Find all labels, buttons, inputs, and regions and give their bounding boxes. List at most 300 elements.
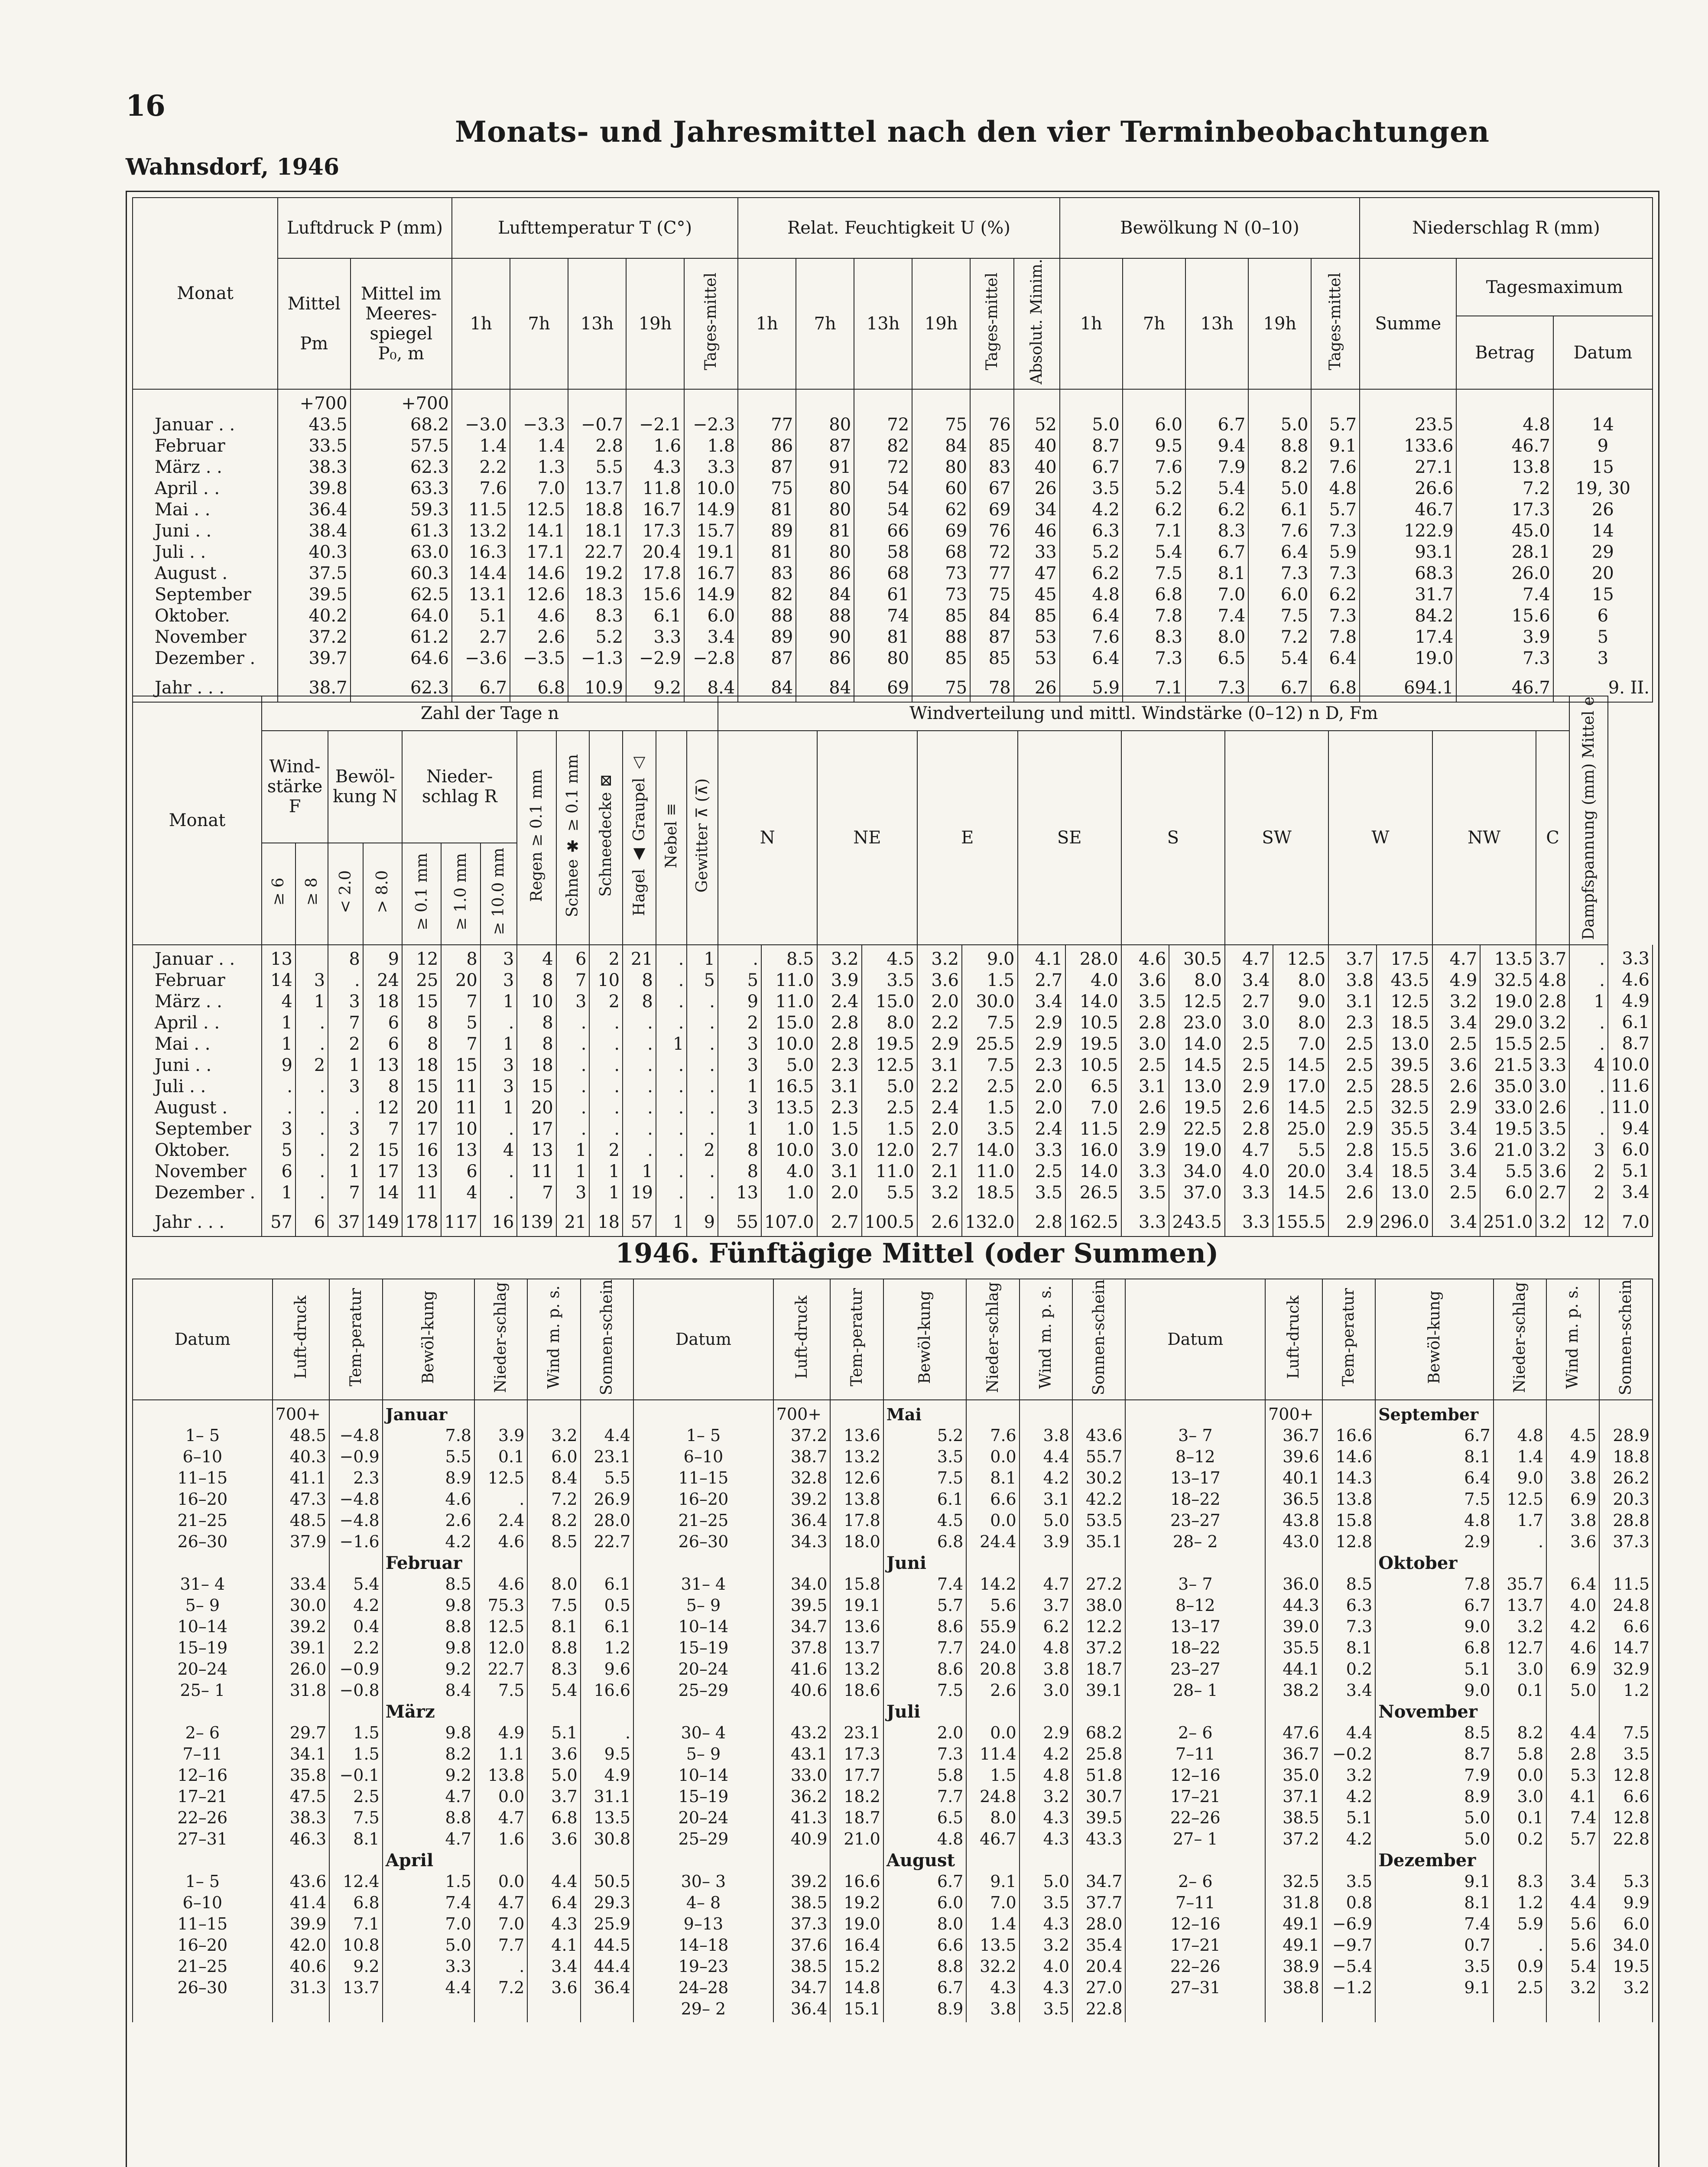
col-t7-value <box>513 393 565 414</box>
jahr-rs-value: 694.1 <box>1403 677 1454 698</box>
col-umin-value: 33 <box>1034 542 1057 562</box>
t3-cell: 1.2 <box>1623 1680 1650 1700</box>
spacer <box>1128 1701 1262 1722</box>
col-u1-value: 83 <box>771 563 793 583</box>
t3-cell: 0.0 <box>990 1447 1016 1466</box>
spacer <box>584 1552 630 1574</box>
t3-cell: 17.8 <box>844 1510 880 1530</box>
t2-col-3 <box>363 945 402 1206</box>
t2-col-19-value: 3.4 <box>1035 991 1063 1012</box>
t3-cell: 39.2 <box>790 1871 828 1891</box>
hdr-h_nied-0 <box>474 1279 527 1400</box>
t3-cell: 30.8 <box>594 1829 631 1848</box>
col-t1-value: −3.6 <box>464 648 507 668</box>
t3-cell: 5– 9 <box>185 1595 220 1615</box>
t3-cell: 4.1 <box>1570 1786 1597 1806</box>
spacer <box>636 1701 770 1722</box>
t3-cell: 30– 4 <box>681 1723 726 1742</box>
t2-col-15-value: 3.2 <box>831 949 859 969</box>
t2-col-2-value: 7 <box>349 1012 360 1033</box>
t2-jahr-16 <box>862 1206 918 1236</box>
t2-col-25-value: 2.9 <box>1346 1119 1374 1139</box>
col-tm-value: 3.4 <box>707 627 735 647</box>
col-n19-value: 5.0 <box>1280 478 1309 498</box>
col-rd-value: 26 <box>1591 499 1614 520</box>
t2-col-31-value: 5.1 <box>1622 1161 1650 1181</box>
t2-col-30-value: . <box>1599 949 1605 969</box>
t3-cell: 7.2 <box>498 1978 525 1997</box>
t3-cell: 7–11 <box>1175 1744 1215 1764</box>
t3-cell: 23.1 <box>594 1447 631 1466</box>
t2-col-10-value: . <box>647 1097 653 1118</box>
t3-cell: . <box>519 1489 525 1509</box>
hdr-h_bew-1 <box>883 1279 967 1400</box>
t2-col-23-value: 3.4 <box>1242 970 1270 990</box>
t2-col-12-value: 2 <box>704 1140 715 1160</box>
t3-cell: 22.7 <box>487 1659 525 1679</box>
t2-col-28-value: 15.5 <box>1494 1034 1533 1054</box>
t3-g0-col-2 <box>329 1400 382 2022</box>
t3-cell: 43.1 <box>790 1744 828 1764</box>
t2-jahr-7 <box>517 1206 556 1236</box>
t3-cell: 3.8 <box>1043 1425 1070 1445</box>
t2-col-14-value: 5.0 <box>786 1055 814 1075</box>
t3-cell: 75.3 <box>487 1595 525 1615</box>
t3-cell: 4.6 <box>445 1489 471 1509</box>
hdr-h_sonne-label: Sonnen-schein <box>598 1279 616 1396</box>
t3-cell: 5.0 <box>551 1765 578 1785</box>
spacer <box>332 1552 379 1574</box>
col-umin-value: 40 <box>1034 457 1057 477</box>
t2-col-18-value: 3.5 <box>987 1119 1015 1139</box>
t2-col-13-value: 3 <box>747 1055 759 1075</box>
t3-cell: 13.7 <box>844 1638 880 1657</box>
t3-cell: 3.6 <box>1570 1532 1597 1551</box>
t3-cell: 30.0 <box>289 1595 327 1615</box>
t3-cell: 13–17 <box>1170 1468 1221 1487</box>
hdr-h_sonne-0 <box>581 1279 633 1400</box>
t3-cell: 2.6 <box>990 1680 1016 1700</box>
t2-col-21-value: 2.9 <box>1138 1119 1166 1139</box>
t3-cell: 3.6 <box>551 1744 578 1764</box>
t3-cell: 8.2 <box>551 1510 578 1530</box>
hdr-h_wind-label: Wind m. p. s. <box>1037 1285 1055 1389</box>
t3-cell: 29– 2 <box>681 1999 726 2018</box>
t3-cell: 3.0 <box>1517 1659 1544 1679</box>
col-um-value: 83 <box>988 457 1011 477</box>
t2-col-2-value: 1 <box>349 1055 360 1075</box>
t3-cell: 38.5 <box>1283 1808 1319 1827</box>
hdr-h_luftdruck-label: Luft-druck <box>1285 1295 1303 1379</box>
t3-cell: −4.8 <box>339 1425 380 1445</box>
t2-col-29-value: 2.7 <box>1539 1182 1567 1203</box>
col-rd-value: 20 <box>1591 563 1614 583</box>
col-u7-value: 80 <box>829 414 851 435</box>
t3-cell: 7.5 <box>551 1595 578 1615</box>
hdr-hagel: Hagel ▲ Graupel △ <box>623 731 656 945</box>
spacer <box>1075 1850 1122 1871</box>
month-label-value: Januar . . <box>155 414 235 435</box>
t3-cell: 36.0 <box>1283 1574 1319 1594</box>
t3-g2-col-1 <box>1265 1400 1322 2022</box>
col-t19-value: 16.7 <box>643 499 682 520</box>
t2-col-4-value: 8 <box>427 1012 438 1033</box>
t2-col-3-value: 24 <box>377 970 399 990</box>
t3-cell: 21–25 <box>177 1956 228 1976</box>
t3-cell: 3.5 <box>937 1447 964 1466</box>
t3-cell: 4.3 <box>1043 1914 1070 1933</box>
t3-cell: 7.8 <box>1464 1574 1490 1594</box>
t3-cell: 35.4 <box>1085 1935 1123 1955</box>
t3-g2-col-2 <box>1322 1400 1375 2022</box>
t3-cell: 13.8 <box>844 1489 880 1509</box>
col-tm-value: 19.1 <box>696 542 735 562</box>
t2-col-15-value: 3.1 <box>831 1161 859 1181</box>
t2-col-11-value: . <box>678 1119 684 1139</box>
t2-jahr-6-value: 16 <box>492 1212 514 1232</box>
t3-cell: 28.0 <box>1085 1914 1123 1933</box>
t3-cell: 34.0 <box>790 1574 828 1594</box>
t3-cell: 9.5 <box>604 1744 631 1764</box>
t2-jahr-27-value: 3.4 <box>1449 1212 1477 1232</box>
t2-jahr-17 <box>917 1206 962 1236</box>
t3-cell: 18.0 <box>844 1532 880 1551</box>
col-n13-value: 7.4 <box>1218 605 1246 626</box>
t2-col-23-value: 2.5 <box>1242 1055 1270 1075</box>
t3-cell: 20.8 <box>980 1659 1016 1679</box>
t2-col-30-value: 2 <box>1594 1182 1605 1203</box>
t3-cell: 6.1 <box>604 1574 631 1594</box>
t2-col-18-value: 14.0 <box>976 1140 1015 1160</box>
t3-cell: 44.5 <box>594 1935 631 1955</box>
t3-cell: 15.1 <box>844 1999 880 2018</box>
t2-col-29-value: 2.6 <box>1539 1097 1567 1118</box>
col-u1-value: 89 <box>771 627 793 647</box>
t3-cell: 6.3 <box>1346 1595 1373 1615</box>
t3-cell: 3.8 <box>990 1999 1016 2018</box>
t3-cell: 12–16 <box>177 1765 228 1785</box>
jahr-um-value: 78 <box>988 677 1011 698</box>
t3-cell: 27.2 <box>1085 1574 1123 1594</box>
col-pm-value: 37.5 <box>308 563 347 583</box>
month-label-2-value: Januar . . <box>155 949 235 969</box>
col-u1-value <box>741 393 793 414</box>
t3-cell: 4– 8 <box>686 1893 721 1912</box>
col-p0-value: 68.2 <box>410 414 449 435</box>
t2-col-19-value: 2.9 <box>1035 1034 1063 1054</box>
t3-cell: 21–25 <box>678 1510 729 1530</box>
col-rs-value: 17.4 <box>1415 627 1454 647</box>
t2-col-6-value: 3 <box>503 949 514 969</box>
col-pm-value: 40.2 <box>308 605 347 626</box>
spacer <box>1602 1552 1650 1574</box>
hdr-datum: Datum <box>1553 316 1653 389</box>
col-u19-value: 85 <box>945 648 968 668</box>
t3-cell: −1.6 <box>339 1532 380 1551</box>
offset-label: 700+ <box>1268 1404 1314 1424</box>
t3-cell: 33.4 <box>289 1574 327 1594</box>
spacer <box>530 1404 577 1425</box>
col-u7-value: 86 <box>829 648 851 668</box>
col-tm-value: 14.9 <box>696 584 735 605</box>
t3-cell: 32.2 <box>980 1956 1016 1976</box>
t2-jahr-25-value: 2.9 <box>1346 1212 1374 1232</box>
t3-cell: 4.3 <box>1043 1978 1070 1997</box>
col-nm-value: 7.6 <box>1329 457 1357 477</box>
t2-col-7-value: 8 <box>542 970 553 990</box>
col-n19-value: 5.0 <box>1280 414 1309 435</box>
t2-col-14-value: 15.0 <box>775 1012 814 1033</box>
col-t19-value: 1.6 <box>653 436 682 456</box>
t2-col-23-value: 2.9 <box>1242 1076 1270 1097</box>
t2-col-21-value: 2.6 <box>1138 1097 1166 1118</box>
t3-cell: −0.9 <box>339 1447 380 1466</box>
t3-cell: 1.5 <box>990 1765 1016 1785</box>
hdr-h_luftdruck-label: Luft-druck <box>792 1295 811 1379</box>
col-rd-value: 3 <box>1597 648 1609 668</box>
col-rs-value: 133.6 <box>1403 436 1454 456</box>
spacer <box>477 1850 524 1871</box>
t2-col-19-value: 3.3 <box>1035 1140 1063 1160</box>
t2-col-5-value: 8 <box>466 949 477 969</box>
col-u13-value: 61 <box>887 584 909 605</box>
t2-col-27-value: 4.7 <box>1449 949 1477 969</box>
t2-col-16 <box>862 945 918 1206</box>
t2-col-0-value: 3 <box>281 1119 292 1139</box>
t3-cell: 46.7 <box>980 1829 1016 1848</box>
t3-cell: 22.7 <box>594 1532 631 1551</box>
t2-col-1-value: . <box>319 1076 325 1097</box>
t2-col-18-value: 1.5 <box>987 970 1015 990</box>
t2-col-16-value: 12.0 <box>876 1140 915 1160</box>
hdr-h_temp-1 <box>830 1279 883 1400</box>
t3-cell: 26.0 <box>289 1659 327 1679</box>
spacer <box>530 1552 577 1574</box>
t3-cell: 17–21 <box>1170 1935 1221 1955</box>
t2-col-28-value: 19.0 <box>1494 991 1533 1012</box>
t2-col-31-value: 9.4 <box>1622 1118 1650 1139</box>
t2-jahr-29 <box>1536 1206 1570 1236</box>
col-p0 <box>351 389 452 672</box>
t3-cell: 6.4 <box>1570 1574 1597 1594</box>
t3-cell: 26–30 <box>177 1978 228 1997</box>
t2-col-20-value: 10.5 <box>1079 1055 1118 1075</box>
t3-cell: 9.1 <box>1464 1871 1490 1891</box>
t2-col-28-value: 32.5 <box>1494 970 1533 990</box>
t3-cell: 19.2 <box>844 1893 880 1912</box>
t3-cell: 37.9 <box>289 1532 327 1551</box>
t3-cell: 9.1 <box>990 1871 1016 1891</box>
col-p0-value: 60.3 <box>410 563 449 583</box>
col-t13-value: 18.3 <box>584 584 623 605</box>
t2-col-30-value: . <box>1599 1034 1605 1054</box>
t3-cell: 0.8 <box>1346 1893 1373 1912</box>
t2-col-15-value: 3.9 <box>831 970 859 990</box>
spacer <box>1325 1850 1372 1871</box>
t3-cell: 0.1 <box>498 1447 525 1466</box>
t2-col-0-value: 4 <box>281 991 292 1012</box>
t2-col-17-value: 3.2 <box>931 1182 959 1203</box>
hdr-h_bew-2 <box>1375 1279 1493 1400</box>
t3-cell: 16–20 <box>678 1489 729 1509</box>
t3-cell: 51.8 <box>1085 1765 1123 1785</box>
hdr-niederschlag: Niederschlag R (mm) <box>1360 198 1653 258</box>
col-t7-value: 7.0 <box>537 478 565 498</box>
hdr-dir-se: SE <box>1018 731 1121 945</box>
col-n7 <box>1123 389 1185 672</box>
t3-cell: 6.5 <box>937 1808 964 1827</box>
month-section-label: Oktober <box>1378 1552 1458 1573</box>
t2-col-22-value: 12.5 <box>1183 991 1222 1012</box>
t3-cell: 3.2 <box>1517 1617 1544 1636</box>
t2-col-26-value: 13.0 <box>1390 1182 1429 1203</box>
t2-col-15-value: 2.8 <box>831 1034 859 1054</box>
col-nm-value: 6.2 <box>1329 584 1357 605</box>
t3-cell: 16–20 <box>177 1489 228 1509</box>
month-label-value: September <box>155 584 251 605</box>
t2-col-13 <box>718 945 761 1206</box>
t3-cell: 8.6 <box>937 1617 964 1636</box>
t3-cell: 0.1 <box>1517 1808 1544 1827</box>
t2-col-26-value: 18.5 <box>1390 1012 1429 1033</box>
t3-cell: 48.5 <box>289 1425 327 1445</box>
t2-col-9-value: . <box>614 1097 620 1118</box>
t3-cell: 15–19 <box>177 1638 228 1657</box>
t2-jahr-20 <box>1065 1206 1121 1236</box>
t3-cell: 3.5 <box>1464 1956 1490 1976</box>
t3-cell: 3.0 <box>1043 1680 1070 1700</box>
t2-col-21-value: 3.5 <box>1138 1182 1166 1203</box>
t2-col-16-value: 1.5 <box>886 1119 915 1139</box>
t2-col-16-value: 2.5 <box>886 1097 915 1118</box>
t3-cell: 9–13 <box>683 1914 724 1933</box>
t3-cell: 13.2 <box>844 1659 880 1679</box>
jahr-u7-value: 84 <box>829 677 851 698</box>
t2-col-15-value: 2.8 <box>831 1012 859 1033</box>
spacer <box>1268 1701 1319 1722</box>
month-label-value: August . <box>155 563 228 583</box>
t3-cell: 9.8 <box>445 1595 471 1615</box>
t3-cell: 7–11 <box>1175 1893 1215 1912</box>
t2-col-7-value: 8 <box>542 1034 553 1054</box>
col-nm <box>1311 389 1360 672</box>
t3-cell: 15.8 <box>1335 1510 1373 1530</box>
t2-col-10-value: 1 <box>642 1161 653 1181</box>
col-n13-value: 8.0 <box>1218 627 1246 647</box>
t3-cell: 5.1 <box>551 1723 578 1742</box>
col-rd <box>1553 389 1653 672</box>
t2-jahr-20-value: 162.5 <box>1068 1212 1118 1232</box>
t2-col-31-value: 4.6 <box>1622 970 1650 990</box>
t3-cell: 17–21 <box>1170 1786 1221 1806</box>
t2-col-11-value: . <box>678 1140 684 1160</box>
t3-cell: 0.5 <box>604 1595 631 1615</box>
t3-cell: 44.1 <box>1283 1659 1319 1679</box>
col-t1-value: 1.4 <box>479 436 507 456</box>
t2-col-18-value: 25.5 <box>976 1034 1015 1054</box>
t2-col-0-value: 14 <box>270 970 292 990</box>
t2-col-3-value: 14 <box>377 1182 399 1203</box>
col-u1-value: 81 <box>771 542 793 562</box>
t2-col-3-value: 8 <box>388 1076 399 1097</box>
t2-jahr-26-value: 296.0 <box>1379 1212 1429 1232</box>
spacer <box>1549 1850 1596 1871</box>
t3-g1-col-0 <box>633 1400 773 2022</box>
hdr-datum-1: Datum <box>633 1279 773 1400</box>
spacer <box>1325 1552 1372 1574</box>
col-n1-value: 4.8 <box>1092 584 1120 605</box>
t3-cell: 1.6 <box>498 1829 525 1848</box>
col-n19-value: 8.8 <box>1280 436 1309 456</box>
col-t7-value: −3.3 <box>523 414 565 435</box>
t2-col-29-value: 3.5 <box>1539 1119 1567 1139</box>
t3-cell: 14.3 <box>1335 1468 1373 1487</box>
t3-cell: 39.1 <box>289 1638 327 1657</box>
t2-col-5-value: 7 <box>466 1034 477 1054</box>
t3-cell: 3.8 <box>1570 1468 1597 1487</box>
hdr-n1h: 1h <box>1060 258 1123 389</box>
t3-cell: 0.7 <box>1464 1935 1490 1955</box>
t3-cell: . <box>519 1956 525 1976</box>
t2-col-5 <box>441 945 480 1206</box>
t3-cell: 22–26 <box>1170 1956 1221 1976</box>
t2-col-16-value: 4.5 <box>886 949 915 969</box>
t2-col-7-value: 11 <box>531 1161 553 1181</box>
t2-col-11-value: . <box>678 1182 684 1203</box>
t3-cell: 34.1 <box>289 1744 327 1764</box>
t3-g1-col-4 <box>966 1400 1019 2022</box>
col-u7-value: 90 <box>829 627 851 647</box>
t2-col-1-value: . <box>319 1034 325 1054</box>
t2-col-21-value: 3.3 <box>1138 1161 1166 1181</box>
col-rb-value: 3.9 <box>1523 627 1550 647</box>
t2-jahr-16-value: 100.5 <box>864 1212 915 1232</box>
t2-col-29-value: 3.0 <box>1539 1076 1567 1097</box>
t2-jahr-8-value: 21 <box>564 1212 587 1232</box>
t3-cell: 4.2 <box>1346 1786 1373 1806</box>
t2-col-27-value: 3.2 <box>1449 991 1477 1012</box>
hdr-dir-sw: SW <box>1225 731 1328 945</box>
t2-col-15-value: 3.0 <box>831 1140 859 1160</box>
t2-col-17-value: 2.9 <box>931 1034 959 1054</box>
t2-col-31-value: 3.4 <box>1622 1182 1650 1202</box>
t2-col-31-value: 8.7 <box>1622 1033 1650 1054</box>
t3-cell: 41.6 <box>790 1659 828 1679</box>
hdr-windstaerke: Wind-stärke F <box>262 731 328 843</box>
t3-cell: 27.0 <box>1085 1978 1123 1997</box>
t3-cell: 4.2 <box>445 1532 471 1551</box>
t2-col-5-value: 11 <box>455 1097 477 1118</box>
t2-col-4-value: 12 <box>416 949 438 969</box>
col-t7-value: 14.6 <box>526 563 565 583</box>
t2-col-0-value: . <box>287 1097 292 1118</box>
spacer <box>584 1404 630 1425</box>
col-pm-value: 39.8 <box>308 478 347 498</box>
col-pm-value: 37.2 <box>308 627 347 647</box>
t3-cell: 13.8 <box>1335 1489 1373 1509</box>
t2-col-1-value: . <box>319 1097 325 1118</box>
t2-col-12-value: . <box>709 991 715 1012</box>
t3-cell: 23.1 <box>844 1723 880 1742</box>
t3-cell: 40.6 <box>790 1680 828 1700</box>
t2-col-25-value: 2.5 <box>1346 1034 1374 1054</box>
t2-col-20-value: 11.5 <box>1079 1119 1118 1139</box>
t3-cell: 9.0 <box>1517 1468 1544 1487</box>
t2-col-22-value: 19.0 <box>1183 1140 1222 1160</box>
t2-col-20-value: 16.0 <box>1079 1140 1118 1160</box>
t2-col-28-value: 6.0 <box>1505 1182 1533 1203</box>
hdr-bewoelkung: Bewölkung N (0–10) <box>1060 198 1360 258</box>
